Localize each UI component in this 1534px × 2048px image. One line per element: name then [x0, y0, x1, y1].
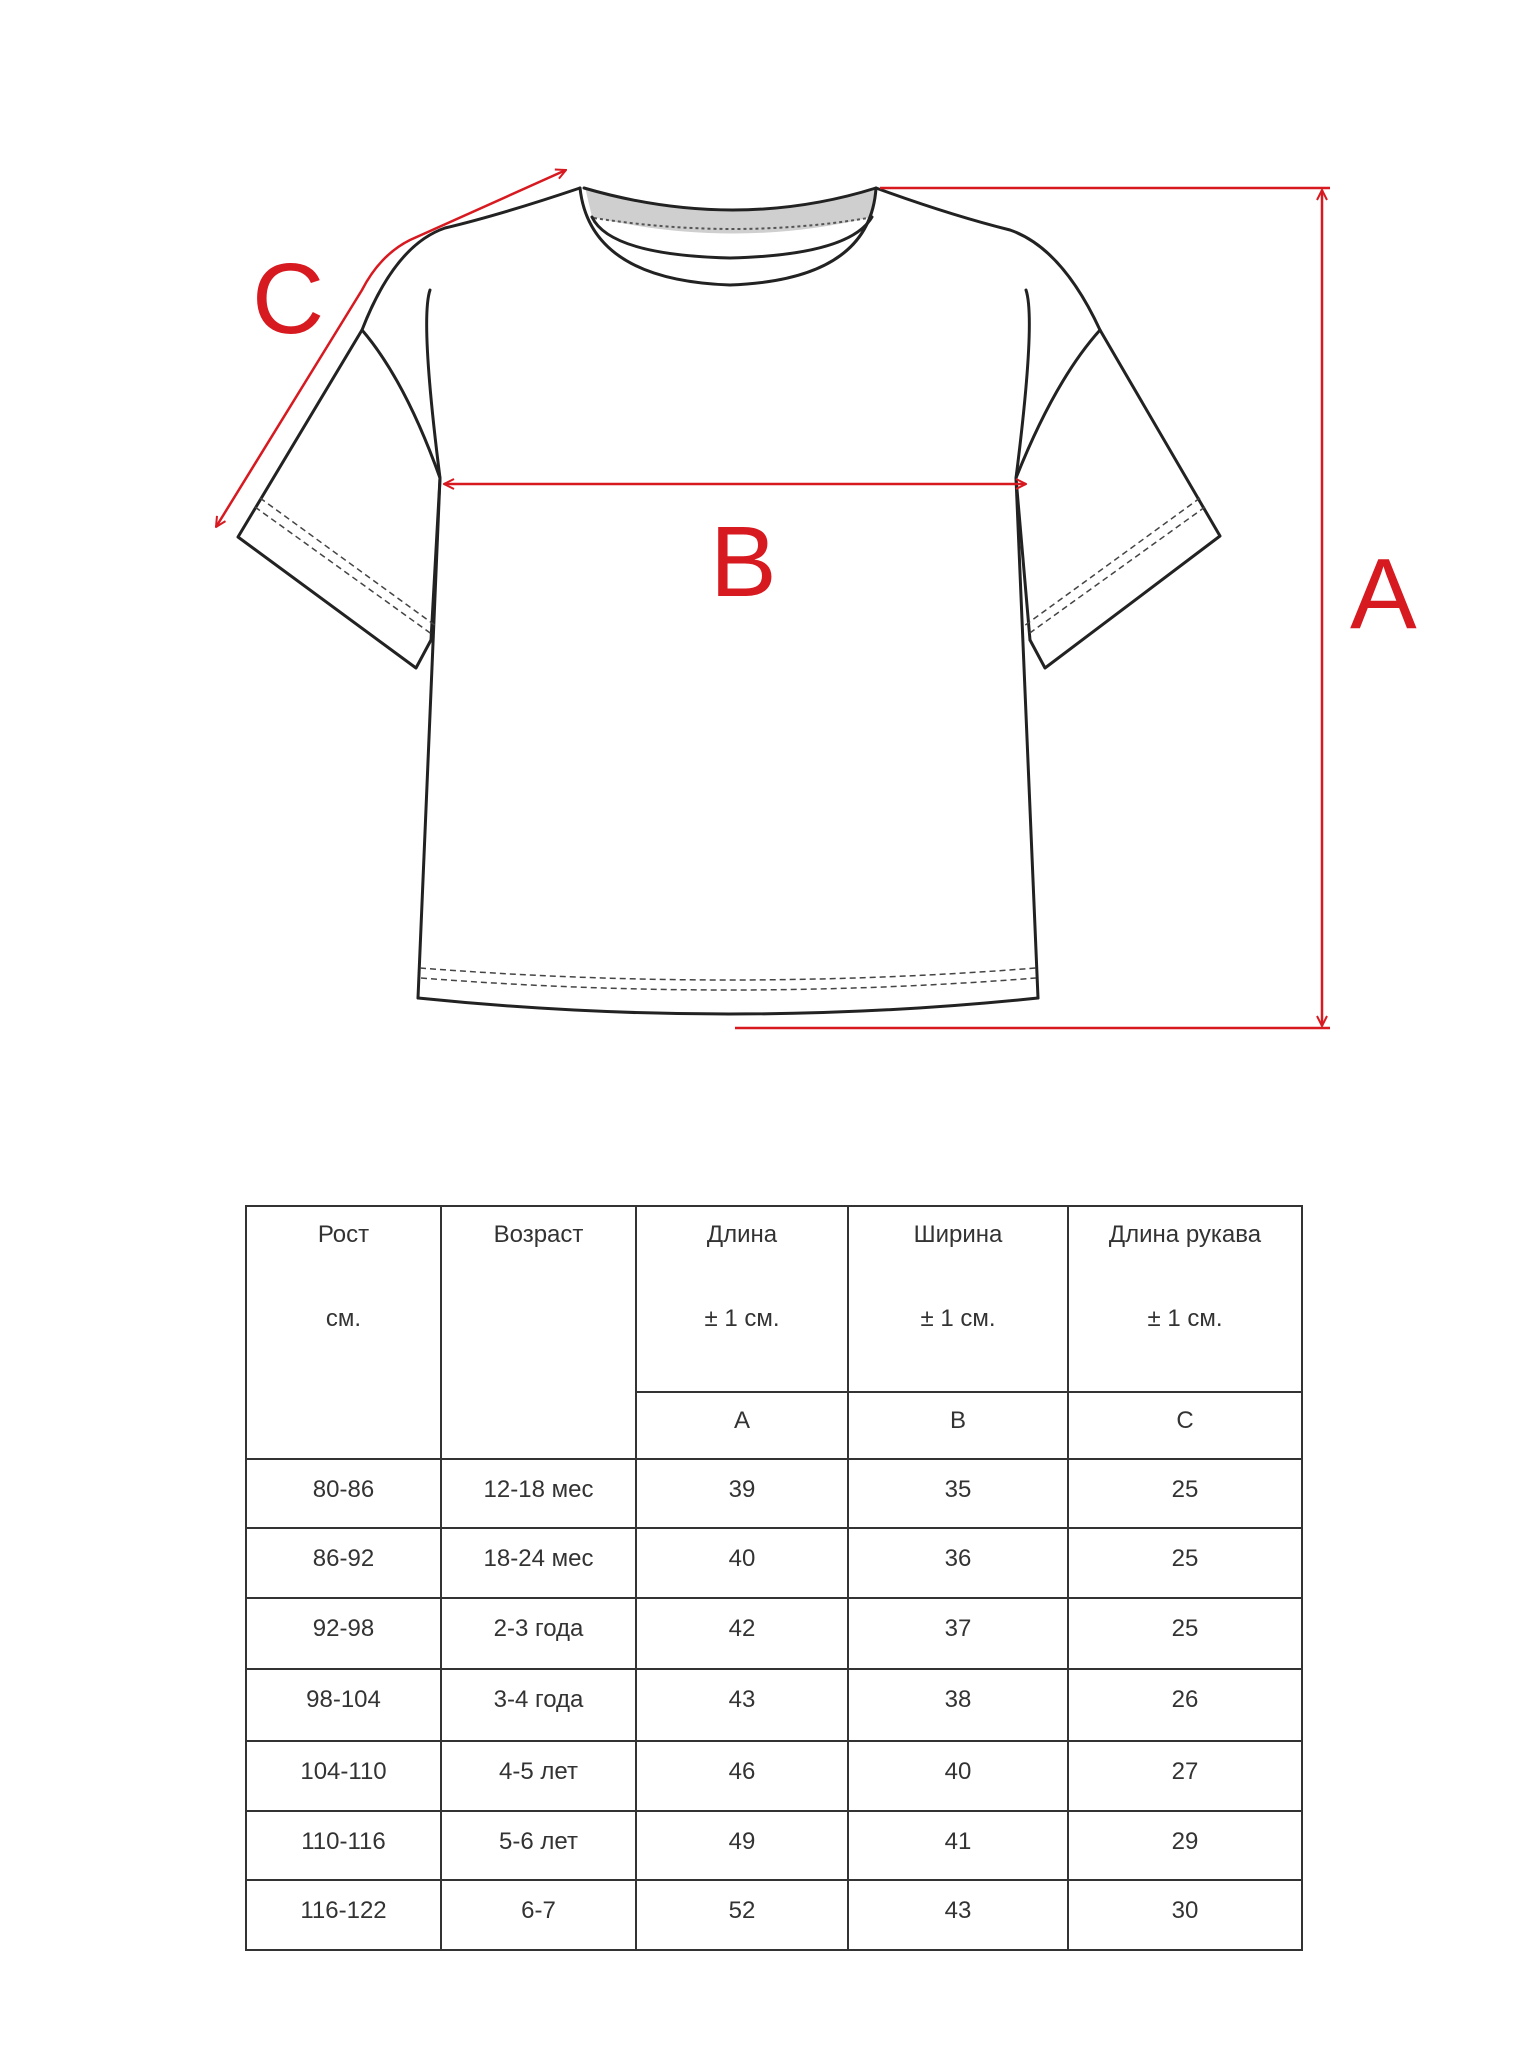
header-sleeve-letter: C	[1068, 1392, 1302, 1459]
cell-sleeve: 30	[1068, 1880, 1302, 1950]
cell-sleeve: 25	[1068, 1528, 1302, 1598]
cell-length: 39	[636, 1459, 848, 1528]
cell-sleeve: 29	[1068, 1811, 1302, 1880]
size-table	[245, 1205, 1303, 1951]
dimension-label-b: B	[710, 506, 777, 618]
cell-length: 42	[636, 1598, 848, 1669]
header-age	[441, 1206, 636, 1459]
table-row	[246, 1528, 1302, 1598]
header-age-label: Возраст	[493, 1221, 584, 1248]
cell-height: 110-116	[246, 1811, 441, 1880]
cell-width: 38	[848, 1669, 1068, 1741]
header-width-label: Ширина	[913, 1221, 1003, 1248]
header-length-label: Длина	[706, 1221, 778, 1248]
cell-age: 4-5 лет	[441, 1741, 636, 1811]
table-body	[246, 1459, 1302, 1950]
table-row	[246, 1598, 1302, 1669]
header-length-letter: A	[636, 1392, 848, 1459]
dimension-label-a: A	[1350, 538, 1417, 650]
cell-height: 80-86	[246, 1459, 441, 1528]
cell-height: 104-110	[246, 1741, 441, 1811]
cell-width: 43	[848, 1880, 1068, 1950]
header-width	[848, 1206, 1068, 1392]
cell-age: 6-7	[441, 1880, 636, 1950]
cell-length: 52	[636, 1880, 848, 1950]
cell-sleeve: 25	[1068, 1598, 1302, 1669]
header-height-label: Рост	[317, 1221, 370, 1248]
table-row	[246, 1459, 1302, 1528]
cell-age: 12-18 мес	[441, 1459, 636, 1528]
cell-sleeve: 25	[1068, 1459, 1302, 1528]
cell-width: 41	[848, 1811, 1068, 1880]
header-height	[246, 1206, 441, 1459]
cell-age: 3-4 года	[441, 1669, 636, 1741]
cell-length: 43	[636, 1669, 848, 1741]
cell-width: 40	[848, 1741, 1068, 1811]
table-row	[246, 1669, 1302, 1741]
cell-age: 5-6 лет	[441, 1811, 636, 1880]
cell-width: 36	[848, 1528, 1068, 1598]
table-row	[246, 1811, 1302, 1880]
header-length	[636, 1206, 848, 1392]
cell-age: 2-3 года	[441, 1598, 636, 1669]
header-height-unit: см.	[325, 1305, 362, 1332]
header-sleeve-label: Длина рукава	[1108, 1221, 1262, 1248]
cell-length: 46	[636, 1741, 848, 1811]
cell-sleeve: 26	[1068, 1669, 1302, 1741]
cell-width: 37	[848, 1598, 1068, 1669]
cell-height: 92-98	[246, 1598, 441, 1669]
header-width-letter: B	[848, 1392, 1068, 1459]
table-header-row	[246, 1206, 1302, 1392]
cell-age: 18-24 мес	[441, 1528, 636, 1598]
table-row	[246, 1741, 1302, 1811]
header-width-tolerance: ± 1 см.	[920, 1305, 996, 1332]
header-sleeve-tolerance: ± 1 см.	[1147, 1305, 1223, 1332]
cell-length: 49	[636, 1811, 848, 1880]
dimension-label-c: C	[252, 243, 325, 355]
header-sleeve	[1068, 1206, 1302, 1392]
header-length-tolerance: ± 1 см.	[704, 1305, 780, 1332]
cell-height: 86-92	[246, 1528, 441, 1598]
cell-height: 116-122	[246, 1880, 441, 1950]
cell-length: 40	[636, 1528, 848, 1598]
table-row	[246, 1880, 1302, 1950]
cell-sleeve: 27	[1068, 1741, 1302, 1811]
cell-height: 98-104	[246, 1669, 441, 1741]
cell-width: 35	[848, 1459, 1068, 1528]
